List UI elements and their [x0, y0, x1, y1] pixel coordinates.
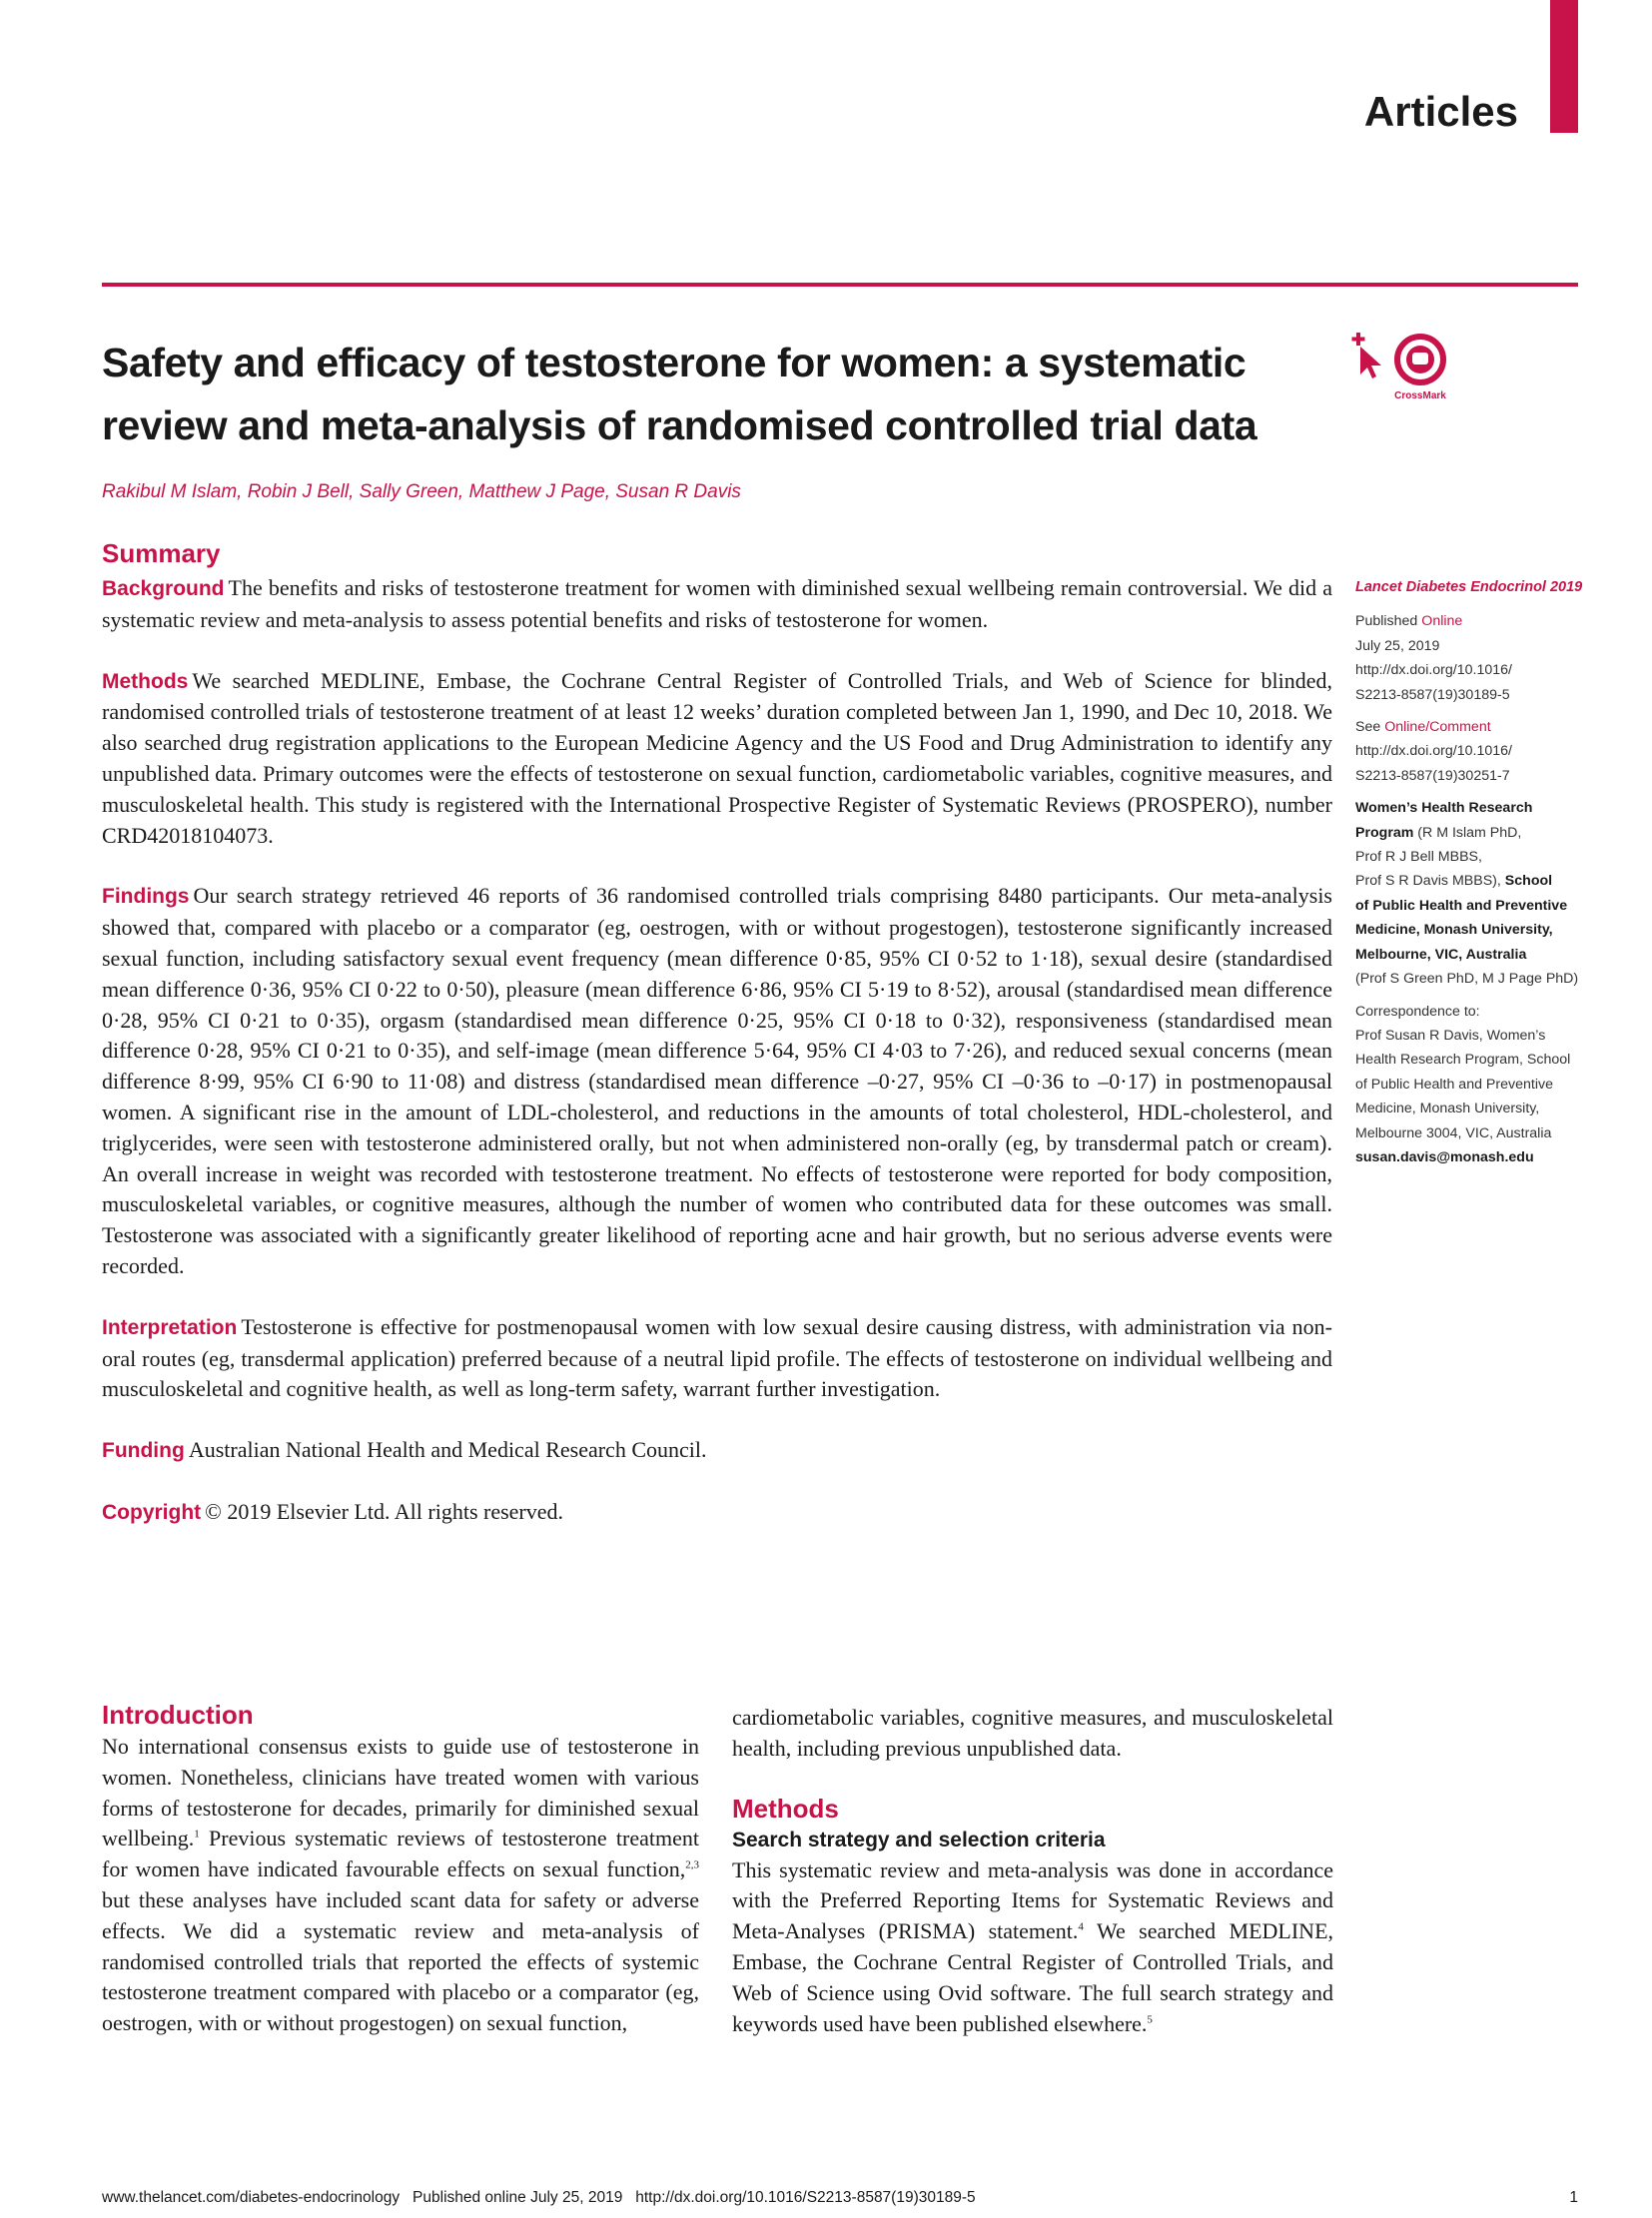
author-list: Rakibul M Islam, Robin J Bell, Sally Green, Matthew J Page, Susan R Davis — [102, 481, 741, 502]
copyright-text: © 2019 Elsevier Ltd. All rights reserved. — [205, 1498, 564, 1524]
intro-text-part: No international consensus exists to guide use of testosterone in women. Nonetheless, clinicians have treated women with various forms of testosterone for decades, primarily for diminished sexual wellbeing. — [102, 1734, 699, 1851]
affiliation-part: School — [1504, 873, 1553, 890]
published-prefix: Published — [1355, 613, 1418, 630]
interpretation-label: Interpretation — [102, 1315, 238, 1339]
background-text: The benefits and risks of testosterone treatment for women with diminished sexual wellbeing remain controversial. We did a systematic review and meta-analysis to assess potential benefits and risks of testosterone for women. — [102, 575, 1332, 632]
author-affiliations — [1355, 796, 1587, 991]
affiliation-part: Prof S R Davis MBBS), — [1355, 873, 1505, 890]
summary-heading: Summary — [102, 538, 221, 568]
methods-subheading: Search strategy and selection criteria — [732, 1828, 1106, 1851]
abstract-interpretation — [102, 1312, 1332, 1405]
see-comment — [1355, 715, 1587, 788]
copyright-label: Copyright — [102, 1500, 202, 1524]
comment-doi-line2[interactable]: S2213-8587(19)30251-7 — [1355, 767, 1510, 784]
crossmark-logo[interactable] — [1348, 333, 1463, 404]
funding-text: Australian National Health and Medical Research Council. — [188, 1437, 707, 1463]
affiliation-line: Women’s Health Research — [1355, 800, 1533, 817]
sidebar-notes — [1355, 575, 1587, 1177]
correspondence-line: Health Research Program, School — [1355, 1052, 1571, 1069]
published-online-link[interactable]: Online — [1421, 613, 1463, 630]
introduction-continued: cardiometabolic variables, cognitive measures, and musculoskeletal health, including previous unpublished data. — [732, 1705, 1333, 1761]
corner-accent-bar — [1550, 0, 1578, 133]
footer-journal-url[interactable]: www.thelancet.com/diabetes-endocrinology — [102, 2189, 401, 2206]
page-footer — [102, 2189, 1578, 2207]
intro-text-part: Previous systematic reviews of testosterone treatment for women have indicated favourable effects on sexual function, — [102, 1826, 699, 1882]
introduction-text — [102, 1732, 699, 2039]
methods-text-part: This systematic review and meta-analysis was done in accordance with the Preferred Reporting Items for Systematic Reviews and Meta-Analyses (PRISMA) statement. — [732, 1856, 1333, 1944]
page-number: 1 — [1569, 2189, 1578, 2206]
reference-marker[interactable]: 4 — [1078, 1920, 1084, 1933]
affiliation-part: Program — [1355, 824, 1414, 841]
correspondence-line: Melbourne 3004, VIC, Australia — [1355, 1124, 1552, 1141]
findings-label: Findings — [102, 885, 190, 909]
footer-doi[interactable]: http://dx.doi.org/10.1016/S2213-8587(19)30189-5 — [635, 2189, 976, 2206]
header-rule — [102, 283, 1578, 287]
methods-heading: Methods — [732, 1793, 839, 1824]
affiliation-line: of Public Health and Preventive — [1355, 897, 1568, 914]
affiliation-line: Melbourne, VIC, Australia — [1355, 946, 1527, 963]
abstract-background — [102, 573, 1332, 636]
section-label: Articles — [1363, 88, 1518, 135]
affiliation-line: Prof R J Bell MBBS, — [1355, 849, 1482, 866]
affiliation-line — [1355, 869, 1587, 893]
correspondence-line: Medicine, Monash University, — [1355, 1101, 1540, 1117]
abstract-findings — [102, 881, 1332, 1281]
methods-label: Methods — [102, 669, 189, 693]
introduction-heading: Introduction — [102, 1700, 254, 1730]
correspondence-line: Prof Susan R Davis, Women’s — [1355, 1027, 1546, 1044]
comment-doi-line1[interactable]: http://dx.doi.org/10.1016/ — [1355, 743, 1512, 760]
affiliation-line: (Prof S Green PhD, M J Page PhD) — [1355, 971, 1579, 988]
interpretation-text: Testosterone is effective for postmenopausal women with low sexual desire causing distress, with administration via non-oral routes (eg, transdermal application) preferred because of a neutral lipid profile. The effects of testosterone on individual wellbeing and musculoskeletal and cognitive health, as well as long-term safety, warrant further investigation. — [102, 1313, 1332, 1402]
introduction-column — [102, 1698, 699, 2039]
abstract-funding — [102, 1435, 1332, 1467]
published-date: July 25, 2019 — [1355, 637, 1440, 654]
publication-info — [1355, 609, 1587, 707]
affiliation-part: (R M Islam PhD, — [1413, 824, 1522, 841]
crossmark-icon — [1348, 333, 1463, 404]
reference-marker[interactable]: 2,3 — [685, 1858, 699, 1871]
affiliation-line — [1355, 821, 1587, 845]
crossmark-label: CrossMark — [1394, 390, 1446, 401]
background-label: Background — [102, 577, 225, 600]
article-doi-line1[interactable]: http://dx.doi.org/10.1016/ — [1355, 662, 1512, 679]
article-title: Safety and efficacy of testosterone for women: a systematic review and meta-analysis of randomised controlled trial data — [102, 340, 1257, 448]
reference-marker[interactable]: 1 — [194, 1829, 200, 1842]
methods-text: We searched MEDLINE, Embase, the Cochrane Central Register of Controlled Trials, and Web of Science for blinded, randomised controlled trials of testosterone treatment of at least 12 weeks’ duration completed between Jan 1, 1990, and Dec 10, 2018. We also searched drug registration applications to the European Medicine Agency and the US Food and Drug Administration to identify any unpublished data. Primary outcomes were the effects of testosterone on sexual function, cardiometabolic variables, cognitive measures, and musculoskeletal health. This study is registered with the International Prospective Register of Systematic Reviews (PROSPERO), number CRD42018104073. — [102, 667, 1332, 848]
methods-text-part: We searched MEDLINE, Embase, the Cochrane Central Register of Controlled Trials, and Web of Science using Ovid software. The full search strategy and keywords used have been published elsewhere. — [732, 1918, 1334, 2036]
abstract-summary — [102, 535, 1332, 1559]
reference-marker[interactable]: 5 — [1147, 2013, 1153, 2026]
footer-published: Published online July 25, 2019 — [413, 2189, 623, 2206]
abstract-methods — [102, 666, 1332, 852]
intro-text-part: but these analyses have included scant data for safety or adverse effects. We did a systematic review and meta-analysis of randomised controlled trials that reported the effects of systemic testosterone treatment compared with placebo or a comparator (eg, oestrogen, with or without progestogen) on sexual function, — [102, 1886, 699, 2036]
abstract-copyright — [102, 1497, 1332, 1529]
right-body-column — [732, 1703, 1333, 2039]
journal-citation: Lancet Diabetes Endocrinol 2019 — [1355, 579, 1583, 595]
funding-label: Funding — [102, 1439, 185, 1463]
article-doi-line2[interactable]: S2213-8587(19)30189-5 — [1355, 686, 1510, 703]
findings-text: Our search strategy retrieved 46 reports of 36 randomised controlled trials comprising 8480 participants. Our meta-analysis showed that, compared with placebo or a comparator (eg, oestrogen, with or without progestogen), testosterone significantly increased sexual function, including satisfactory sexual event frequency (mean difference 0·85, 95% CI 0·52 to 1·18), sexual desire (standardised mean difference 0·36, 95% CI 0·22 to 0·50), pleasure (mean difference 6·86, 95% CI 5·19 to 8·52), arousal (standardised mean difference 0·28, 95% CI 0·21 to 0·35), orgasm (standardised mean difference 0·25, 95% CI 0·18 to 0·32), responsiveness (standardised mean difference 0·28, 95% CI 0·21 to 0·35), and self-image (mean difference 5·64, 95% CI 4·03 to 7·26), and reduced sexual concerns (mean difference 8·99, 95% CI 6·90 to 11·08) and distress (standardised mean difference –0·27, 95% CI –0·36 to –0·17) in postmenopausal women. A significant rise in the amount of LDL-cholesterol, and reductions in the amounts of total cholesterol, HDL-cholesterol, and triglycerides, were seen with testosterone administered orally, but not when administered non-orally (eg, by transdermal patch or cream). An overall increase in weight was recorded with testosterone treatment. No effects of testosterone were reported for body composition, musculoskeletal variables, or cognitive measures, although the number of women who contributed data for these outcomes was small. Testosterone was associated with a significantly greater likelihood of reporting acne and hair growth, but no serious adverse events were recorded. — [102, 883, 1332, 1278]
affiliation-line: Medicine, Monash University, — [1355, 922, 1553, 939]
correspondence-line: of Public Health and Preventive — [1355, 1076, 1553, 1093]
see-prefix: See — [1355, 719, 1381, 736]
correspondence-email[interactable]: susan.davis@monash.edu — [1355, 1148, 1534, 1165]
correspondence-line: Correspondence to: — [1355, 1003, 1480, 1020]
online-comment-link[interactable]: Online/Comment — [1384, 719, 1491, 736]
methods-text — [732, 1855, 1333, 2040]
correspondence — [1355, 1000, 1587, 1170]
